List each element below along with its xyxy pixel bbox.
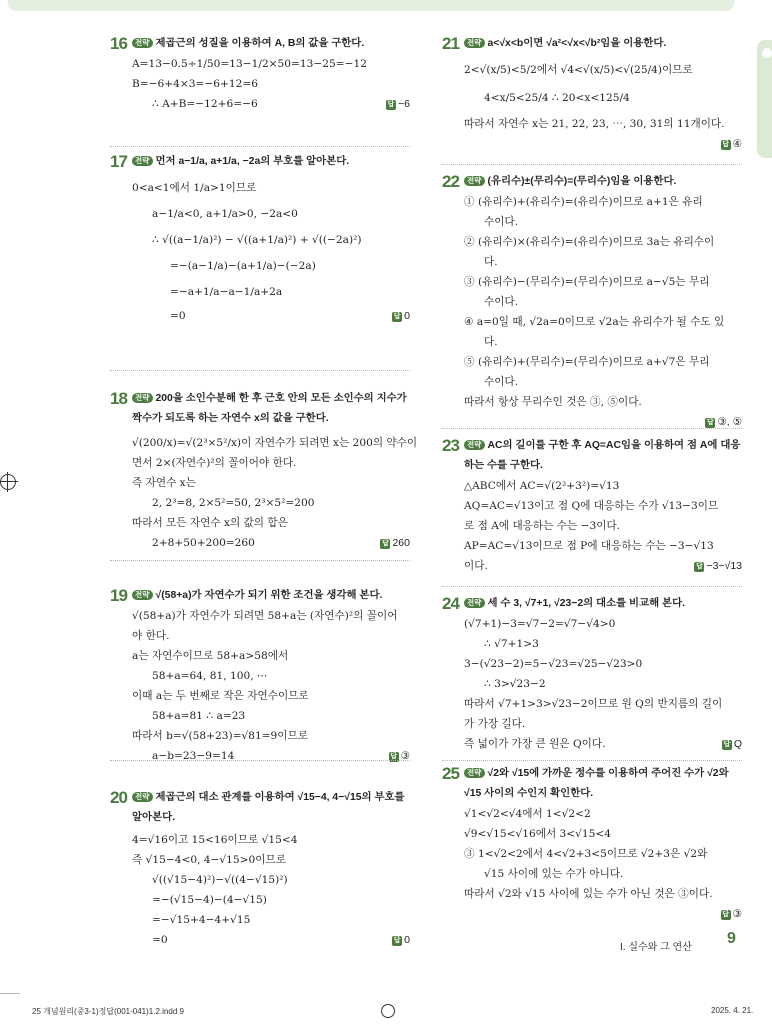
strategy-badge: 전략 [464,176,485,186]
solution-line: ⑤ (유리수)+(무리수)=(무리수)이므로 a+√7은 무리 [464,356,710,368]
right-column [442,34,742,924]
answer: 답 ③, ⑤ [706,416,742,428]
answer: 답 −3−√13 [696,560,742,572]
divider [110,760,410,761]
solution-line: 면서 2×(자연수)²의 꼴이어야 한다. [132,457,297,469]
problem-20 [110,788,410,958]
registration-mark-bottom [381,1004,395,1018]
solution-line: 수이다. [484,296,519,308]
strategy-badge: 전략 [464,768,485,778]
solution-line: √((√15−4)²)−√((4−√15)²) [152,874,288,886]
solution-line: =−√15+4−4+√15 [152,914,251,926]
solution-line: √9<√15<√16에서 3<√15<4 [464,828,612,840]
problem-number: 16 [110,34,127,53]
answer-icon: 답 [706,419,714,426]
solution-line: a는 자연수이므로 58+a>58에서 [132,650,289,662]
solution-line: 수이다. [484,376,519,388]
solution-line: 따라서 b=√(58+23)=√81=9이므로 [132,730,309,742]
solution-line: ④ a=0일 때, √2a=0이므로 √2a는 유리수가 될 수도 있 [464,316,725,328]
problem-19 [110,586,410,766]
answer-icon: 답 [390,753,397,760]
problem-number: 21 [442,34,459,53]
solution-line: 4<x/5<25/4 ∴ 20<x<125/4 [484,92,630,104]
strategy-badge: 전략 [132,393,153,403]
solution-line: ① (유리수)+(유리수)=(유리수)이므로 a+1은 유리 [464,196,703,208]
solution-line: A=13−0.5÷1/50=13−1/2×50=13−25=−12 [132,58,367,70]
solution-line: =0 [170,310,186,322]
solution-line: AQ=AC=√13이고 점 Q에 대응하는 수가 √13−3이므 [464,500,719,512]
solution-line: =−a+1/a−a−1/a+2a [170,286,283,298]
problem-hint: 세 수 3, √7+1, √23−2의 대소를 비교해 본다. [487,598,685,609]
answer-icon: 답 [722,141,729,148]
divider [442,428,742,429]
divider [110,560,410,561]
footer-file-name: 25 개념원리(중3-1)정답(001-041)1.2.indd 9 [32,1007,184,1016]
answer-icon: 답 [382,540,389,547]
solution-line: 가 가장 길다. [464,718,526,730]
solution-line: 58+a=64, 81, 100, ⋯ [152,670,268,682]
problem-hint: 제곱근의 성질을 이용하여 A, B의 값을 구한다. [155,38,365,49]
solution-line: ③ 1<√2<2에서 4<√2+3<5이므로 √2+3은 √2와 [464,848,708,860]
top-color-bar [8,0,734,11]
solution-line: 따라서 항상 무리수인 것은 ③, ⑤이다. [464,396,642,408]
solution-line: ∴ √7+1>3 [484,638,539,650]
solution-line: √1<√2<√4에서 1<√2<2 [464,808,591,820]
solution-line: 다. [484,256,498,268]
strategy-badge: 전략 [132,590,153,600]
solution-line: 즉 넓이가 가장 큰 원은 Q이다. [464,738,606,750]
divider [110,146,410,147]
solution-line: a−b=23−9=14 [152,750,235,762]
page-number: 9 [727,930,736,947]
solution-line: 2+8+50+200=260 [152,537,255,549]
solution-line: 다. [484,336,498,348]
problem-hint: a<√x<b이면 √a²<√x<√b²임을 이용한다. [487,38,667,49]
solution-line: 4=√16이고 15<16이므로 √15<4 [132,834,298,846]
answer: 답 0 [393,310,410,322]
solution-line: ∴ A+B=−12+6=−6 [152,98,258,110]
solution-line: 즉 √15−4<0, 4−√15>0이므로 [132,854,286,866]
solution-line: AP=AC=√13이므로 점 P에 대응하는 수는 −3−√13 [464,540,714,552]
solution-line: =−(√15−4)−(4−√15) [152,894,267,906]
divider [110,370,410,371]
solution-line: ② (유리수)×(유리수)=(유리수)이므로 3a는 유리수이 [464,236,715,248]
problem-21 [442,34,742,156]
problem-hint: AC의 길이를 구한 후 AQ=AC임을 이용하여 점 A에 대응하는 수를 구한다. [464,440,741,471]
solution-line: 로 점 A에 대응하는 수는 −3이다. [464,520,621,532]
solution-line: 58+a=81 ∴ a=23 [152,710,246,722]
problem-24 [442,594,742,750]
solution-line: =−(a−1/a)−(a+1/a)−(−2a) [170,260,316,272]
answer-icon: 답 [393,313,401,320]
strategy-badge: 전략 [132,38,153,48]
solution-line: 따라서 자연수 x는 21, 22, 23, ⋯, 30, 31의 11개이다. [464,118,725,130]
problem-16 [110,34,410,134]
registration-mark-left [0,474,16,490]
problem-25 [442,764,742,920]
solution-line: 야 한다. [132,630,170,642]
answer: 답 0 [393,934,410,946]
problem-hint: 먼저 a−1/a, a+1/a, −2a의 부호를 알아본다. [155,156,350,167]
solution-line: 0<a<1에서 1/a>1이므로 [132,182,257,194]
solution-line: 이다. [464,560,488,572]
answer: 답 ③ [722,908,742,920]
solution-line: (√7+1)−3=√7−2=√7−√4>0 [464,618,616,630]
problem-number: 17 [110,152,127,171]
answer-icon: 답 [393,937,401,944]
problem-hint: √(58+a)가 자연수가 되기 위한 조건을 생각해 본다. [155,590,383,601]
problem-17 [110,152,410,357]
solution-line: ∴ 3>√23−2 [484,678,546,690]
answer: 답 ③ [390,750,410,762]
problem-hint: 제곱근의 대소 관계를 이용하여 √15−4, 4−√15의 부호를 알아본다. [132,792,405,823]
solution-line: 따라서 모든 자연수 x의 값의 합은 [132,517,288,529]
problem-23 [442,436,742,576]
solution-line: 즉 자연수 x는 [132,477,196,489]
answer-icon: 답 [723,741,731,748]
problem-22 [442,172,742,428]
problem-number: 24 [442,594,459,613]
solution-line: 따라서 √2와 √15 사이에 있는 수가 아닌 것은 ③이다. [464,888,713,900]
solution-line: a−1/a<0, a+1/a>0, −2a<0 [152,208,298,220]
solution-line: ∴ √((a−1/a)²) − √((a+1/a)²) + √((−2a)²) [152,234,362,246]
problem-hint: 200을 소인수분해 한 후 근호 안의 모든 소인수의 지수가 짝수가 되도록 하는 자연수 x의 값을 구한다. [132,393,407,424]
answer: 답 Q [723,738,742,750]
solution-line: 2<√(x/5)<5/2에서 √4<√(x/5)<√(25/4)이므로 [464,64,693,76]
answer: 답 −6 [387,98,410,110]
problem-number: 25 [442,764,459,783]
problem-18 [110,389,418,564]
solution-line: ③ (유리수)−(무리수)=(무리수)이므로 a−√5는 무리 [464,276,710,288]
strategy-badge: 전략 [464,598,485,608]
solution-line: 수이다. [484,216,519,228]
strategy-badge: 전략 [132,156,153,166]
solution-line: =0 [152,934,168,946]
strategy-badge: 전략 [464,38,485,48]
solution-line: √15 사이에 있는 수가 아니다. [484,868,624,880]
left-column [110,34,418,958]
divider [442,586,742,587]
solution-line: √(200/x)=√(2³×5²/x)이 자연수가 되려면 x는 200의 약수이 [132,437,418,449]
side-tab-marker [762,48,772,58]
answer: 답 ④ [722,138,742,150]
problem-number: 20 [110,788,127,807]
solution-line: △ABC에서 AC=√(2²+3²)=√13 [464,480,620,492]
answer: 답 260 [382,537,410,549]
problem-number: 19 [110,586,127,605]
solution-line: B=−6+4×3=−6+12=6 [132,78,258,90]
strategy-badge: 전략 [464,440,485,450]
problem-number: 18 [110,389,127,408]
answer-icon: 답 [387,101,395,108]
chapter-label: I. 실수와 그 연산 [620,942,692,953]
footer-date: 2025. 4. 21. [711,1006,754,1015]
strategy-badge: 전략 [132,792,153,802]
solution-line: 따라서 √7+1>3>√23−2이므로 원 Q의 반지름의 길이 [464,698,723,710]
problem-hint: √2와 √15에 가까운 정수를 이용하여 주어진 수가 √2와 √15 사이의 수인지 확인한다. [464,768,729,799]
answer-icon: 답 [696,563,703,570]
divider [442,760,742,761]
solution-line: 2, 2³=8, 2×5²=50, 2³×5²=200 [152,497,315,509]
solution-line: 이때 a는 두 번째로 작은 자연수이므로 [132,690,309,702]
solution-line: √(58+a)가 자연수가 되려면 58+a는 (자연수)²의 꼴이어 [132,610,398,622]
answer-icon: 답 [722,911,729,918]
divider [442,164,742,165]
problem-number: 23 [442,436,459,455]
problem-hint: (유리수)±(무리수)=(무리수)임을 이용한다. [487,176,677,187]
solution-line: 3−(√23−2)=5−√23=√25−√23>0 [464,658,643,670]
problem-number: 22 [442,172,459,191]
footer-rule [0,993,20,994]
